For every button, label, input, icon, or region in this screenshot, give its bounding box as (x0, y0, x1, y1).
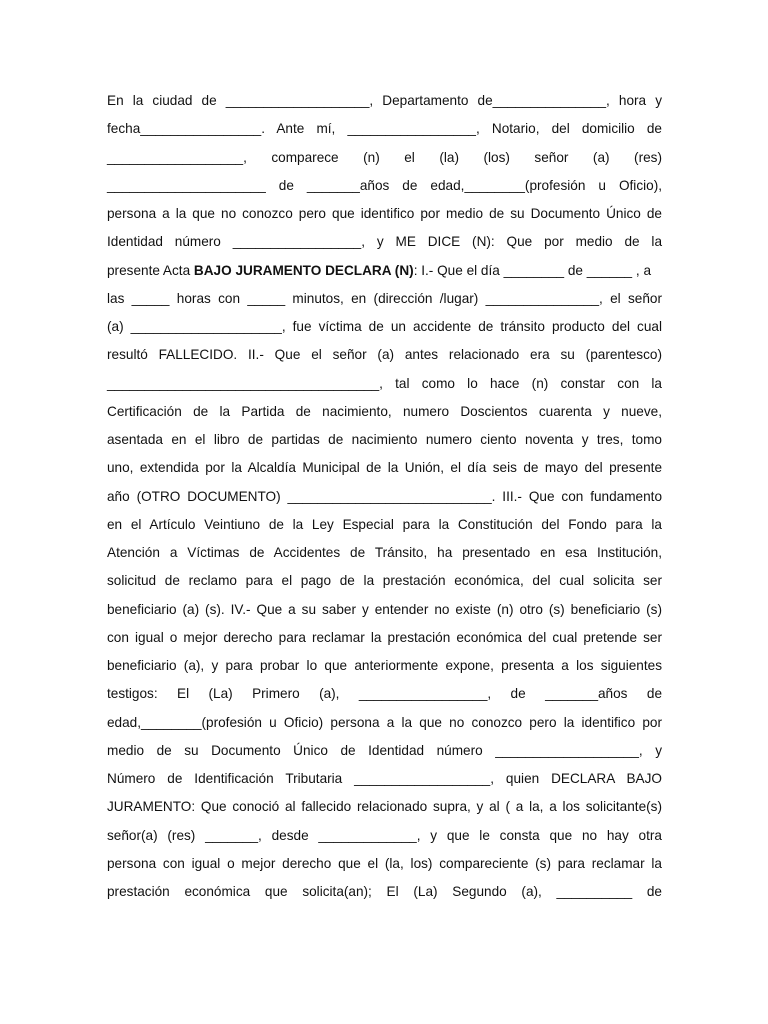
document-page (107, 87, 662, 906)
document-line: solicitud de reclamo para el pago de la prestación económica, del cual solicita ser (107, 573, 662, 589)
document-line: ____________________________________, tal como lo hace (n) constar con la (107, 375, 662, 391)
bold-heading-text: BAJO JURAMENTO DECLARA (N) (193, 262, 414, 278)
document-line: beneficiario (a) (s). IV.- Que a su saber y entender no existe (n) otro (s) beneficiario (s) (107, 601, 662, 617)
document-line: persona con igual o mejor derecho que el (la, los) compareciente (s) para reclamar la (107, 855, 662, 871)
document-line: medio de su Documento Único de Identidad número ___________________, y (107, 742, 662, 758)
document-line: edad,________(profesión u Oficio) persona a la que no conozco pero la identifico por (107, 714, 662, 730)
document-line: en el Artículo Veintiuno de la Ley Especial para la Constitución del Fondo para la (107, 516, 662, 532)
document-line: Certificación de la Partida de nacimiento, numero Doscientos cuarenta y nueve, (107, 403, 662, 419)
document-line (107, 257, 662, 285)
document-line: JURAMENTO: Que conoció al fallecido relacionado supra, y al ( a la, a los solicitante(s) (107, 799, 662, 815)
document-body (107, 87, 662, 906)
document-line: año (OTRO DOCUMENTO) ___________________________. III.- Que con fundamento (107, 488, 662, 504)
document-line: _____________________ de _______años de edad,________(profesión u Oficio), (107, 177, 662, 193)
document-line: Atención a Víctimas de Accidentes de Tránsito, ha presentado en esa Institución, (107, 545, 662, 560)
document-line: __________________, comparece (n) el (la) (los) señor (a) (res) (107, 149, 662, 165)
document-line: resultó FALLECIDO. II.- Que el señor (a) antes relacionado era su (parentesco) (107, 347, 662, 363)
document-line: fecha________________. Ante mí, _________________, Notario, del domicilio de (107, 121, 662, 137)
document-line: las _____ horas con _____ minutos, en (dirección /lugar) _______________, el señor (107, 290, 662, 306)
document-line: Identidad número _________________, y ME DICE (N): Que por medio de la (107, 234, 662, 250)
document-line: persona a la que no conozco pero que identifico por medio de su Documento Único de (107, 206, 662, 221)
document-line: asentada en el libro de partidas de nacimiento numero ciento noventa y tres, tomo (107, 432, 662, 447)
line-text: : I.- Que el día ________ de ______ , a (413, 262, 652, 278)
line-text: presente Acta (107, 262, 194, 278)
document-line: En la ciudad de ___________________, Departamento de_______________, hora y (107, 93, 662, 108)
document-line: Número de Identificación Tributaria __________________, quien DECLARA BAJO (107, 771, 662, 786)
document-line: (a) ____________________, fue víctima de un accidente de tránsito producto del cual (107, 319, 662, 334)
document-line: uno, extendida por la Alcaldía Municipal de la Unión, el día seis de mayo del presente (107, 460, 662, 476)
document-line: testigos: El (La) Primero (a), _________________, de _______años de (107, 686, 662, 702)
document-line: señor(a) (res) _______, desde _____________, y que le consta que no hay otra (107, 827, 662, 843)
document-line: con igual o mejor derecho para reclamar la prestación económica del cual pretende ser (107, 629, 662, 645)
document-line: prestación económica que solicita(an); El (La) Segundo (a), __________ de (107, 884, 662, 899)
document-line: beneficiario (a), y para probar lo que anteriormente expone, presenta a los siguientes (107, 658, 662, 673)
